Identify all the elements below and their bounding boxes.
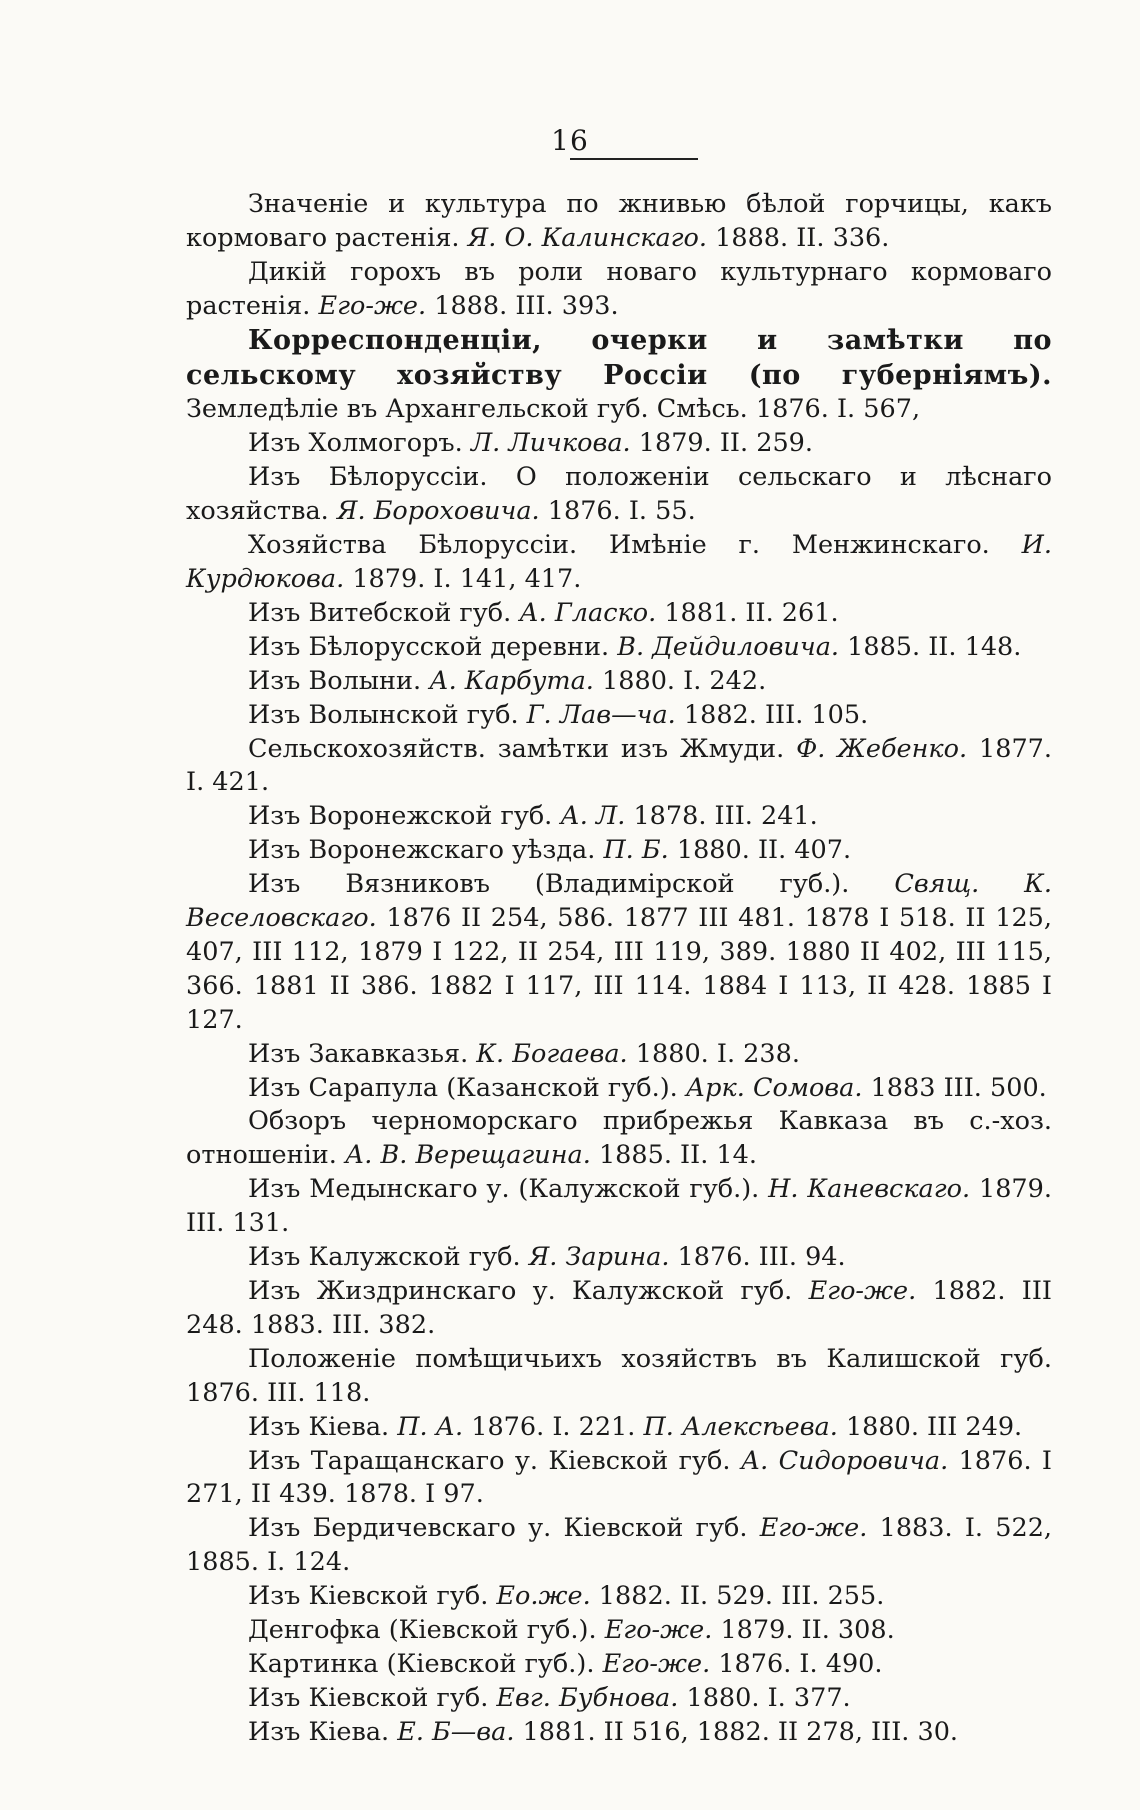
entry: Изъ Медынскаго у. (Калужской губ.). Н. Каневскаго. 1879. III. 131. — [186, 1174, 1052, 1239]
entry: Денгофка (Кіевской губ.). Его-же. 1879. II. 308. — [248, 1615, 895, 1646]
entry: Изъ Волыни. А. Карбута. 1880. I. 242. — [248, 665, 767, 696]
entry: Изъ Таращанскаго у. Кіевской губ. А. Сидоровича. 1876. I 271, II 439. 1878. I 97. — [186, 1445, 1053, 1510]
entry: Изъ Кіевской губ. Евг. Бубнова. 1880. I. 377. — [248, 1682, 851, 1713]
entry: Изъ Бѣлоруссіи. О положеніи сельскаго и лѣснаго хозяйства. Я. Бороховича. 1876. I. 55. — [186, 462, 1052, 527]
entry: Изъ Бердичевскаго у. Кіевской губ. Его-же. 1883. I. 522, 1885. I. 124. — [186, 1513, 1053, 1578]
entry: Изъ Воронежскаго уѣзда. П. Б. 1880. II. 407. — [248, 835, 852, 866]
entry: Обзоръ черноморскаго прибрежья Кавказа въ с.-хоз. отношеніи. А. В. Верещагина. 1885. II. 14. — [186, 1106, 1052, 1171]
entry: Изъ Кіева. Е. Б—ва. 1881. II 516, 1882. II 278, III. 30. — [248, 1716, 959, 1747]
entry: Сельскохозяйств. замѣтки изъ Жмуди. Ф. Жебенко. 1877. I. 421. — [186, 733, 1053, 798]
entry: Хозяйства Бѣлоруссіи. Имѣніе г. Менжинскаго. И. Курдюкова. 1879. I. 141, 417. — [186, 530, 1052, 594]
entry: Изъ Воронежской губ. А. Л. 1878. III. 241. — [248, 801, 818, 832]
section-heading: Корреспонденціи, очерки и замѣтки по сельскому хозяйству Россіи (по губерніямъ). — [186, 324, 1052, 391]
bibliography-list — [186, 188, 1052, 1750]
entry: Значеніе и культура по жнивью бѣлой горчицы, какъ кормоваго растенія. Я. О. Калинскаго. 1888. II. 336. — [186, 189, 1052, 253]
entry: Изъ Кіева. П. А. 1876. I. 221. П. Алексѣева. 1880. III 249. — [248, 1411, 1023, 1442]
section-entry: Корреспонденціи, очерки и замѣтки по сельскому хозяйству Россіи (по губерніямъ). Земледѣліе въ Архангельской губ. Смѣсь. 1876. I. 567, — [186, 324, 1052, 425]
entry: Положеніе помѣщичьихъ хозяйствъ въ Калишской губ. 1876. III. 118. — [186, 1343, 1052, 1408]
header-rule — [570, 158, 698, 160]
page-number: 16 — [551, 124, 589, 157]
entry: Изъ Жиздринскаго у. Калужской губ. Его-же. 1882. III 248. 1883. III. 382. — [186, 1276, 1052, 1340]
entry: Изъ Вязниковъ (Владимірской губ.). Свящ. К. Веселовскаго. 1876 II 254, 586. 1877 III 481. 1878 I 518. II 125, 407, III 112, 1879 I 122, II 254, III 119, 389. 1880 II 402, III 115, 366. 1881 II 386. 1882 I 117, III 114. 1884 I 113, II 428. 1885 I 127. — [186, 869, 1052, 1035]
entry: Изъ Холмогоръ. Л. Личкова. 1879. II. 259. — [248, 428, 813, 459]
entry: Дикій горохъ въ роли новаго культурнаго кормоваго растенія. Его-же. 1888. III. 393. — [186, 256, 1052, 321]
entry: Изъ Волынской губ. Г. Лав—ча. 1882. III. 105. — [248, 699, 869, 730]
entry: Изъ Витебской губ. А. Гласко. 1881. II. 261. — [248, 597, 839, 628]
entry: Изъ Закавказья. К. Богаева. 1880. I. 238. — [248, 1038, 800, 1069]
entry: Изъ Сарапула (Казанской губ.). Арк. Сомова. 1883 III. 500. — [248, 1072, 1047, 1103]
entry: Изъ Калужской губ. Я. Зарина. 1876. III. 94. — [248, 1242, 846, 1273]
entry: Картинка (Кіевской губ.). Его-же. 1876. I. 490. — [248, 1648, 883, 1679]
entry: Изъ Кіевской губ. Ео.же. 1882. II. 529. III. 255. — [248, 1581, 885, 1612]
entry: Изъ Бѣлорусской деревни. В. Дейдиловича. 1885. II. 148. — [248, 631, 1022, 662]
